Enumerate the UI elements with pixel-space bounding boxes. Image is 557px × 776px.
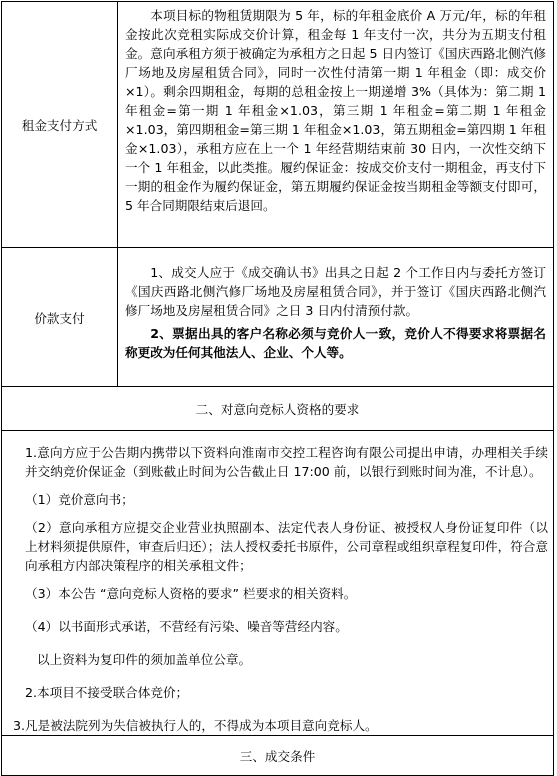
- section-3-title-row: [2, 736, 554, 776]
- section-2-content: [2, 431, 554, 736]
- price-payment-paragraph-2: 2、票据出具的客户名称必须与竞价人一致，竞价人不得要求将票据名称更改为任何其他法人、企业、个人等。: [125, 326, 546, 360]
- requirement-item-2: 2.本项目不接受联合体竞价；: [25, 685, 189, 700]
- requirement-item-1-2: （2）意向承租方应提交企业营业执照副本、法定代表人身份证、被授权人身份证复印件（以上材料须提供原件，审查后归还）；法人授权委托书原件，公司章程或组织章程复印件，符合意向承租方内部决策程序的相关承租文件；: [25, 520, 548, 573]
- price-payment-content: [118, 248, 554, 387]
- document-table: [1, 1, 554, 776]
- section-2-title-row: [2, 387, 554, 431]
- requirement-item-1-1: （1）竞价意向书；: [25, 492, 134, 507]
- rent-payment-label: 租金支付方式: [2, 2, 118, 248]
- price-payment-paragraph-1: 1、成交人应于《成交确认书》出具之日起 2 个工作日内与委托方签订《国庆西路北侧汽修厂场地及房屋租赁合同》，并于签订《国庆西路北侧汽修厂场地及房屋租赁合同》之日 3 日内付清预付款。: [125, 265, 546, 318]
- requirement-item-1-4: （4）以书面形式承诺，不营经有污染、噪音等营经内容。: [25, 619, 348, 634]
- rent-payment-paragraph: 本项目标的物租赁期限为 5 年，标的年租金底价 A 万元/年，标的年租金按此次竞租实际成交价计算，租金每 1 年支付一次，共分为五期支付租金。意向承租方须于被确定为承租方之日起 5 日内签订《国庆西路北侧汽修厂场地及房屋租赁合同》，同时一次性付清第一期 1 年租金（即：成交价×1）。剩余四期租金，每期的总租金按上一期递增 3%（具体为：第二期 1 年租金=第一期 1 年租金×1.03，第三期 1 年租金=第二期 1 年租金×1.03，第四期租金=第三期 1 年租金×1.03，第五期租金=第四期 1 年租金×1.03），承租方应在上一个 1 年经营期结束前 30 日内，一次性交纳下一个 1 年租金，以此类推。履约保证金：按成交价支付一期租金，再支付下一期的租金作为履约保证金，第五期履约保证金按当期租金等额支付即可，5 年合同期限结束后退回。: [125, 8, 546, 213]
- requirement-note: 以上资料为复印件的须加盖单位公章。: [37, 652, 252, 667]
- requirement-item-1-3: （3）本公告 “意向竞标人资格的要求” 栏要求的相关资料。: [25, 586, 357, 601]
- price-payment-label: 价款支付: [2, 248, 118, 387]
- requirement-item-3: 3.凡是被法院列为失信被执行人的，不得成为本项目意向竞标人。: [13, 718, 378, 733]
- section-2-content-row: [2, 431, 554, 736]
- section-2-title: 二、对意向竞标人资格的要求: [2, 387, 554, 431]
- section-3-title: 三、成交条件: [2, 736, 554, 776]
- rent-payment-row: [2, 2, 554, 248]
- requirement-item-1: 1.意向方应于公告期内携带以下资料向淮南市交控工程咨询有限公司提出申请，办理相关手续并交纳竞价保证金（到账截止时间为公告截止日 17:00 前，以银行到账时间为准，不计息）。: [25, 445, 548, 479]
- price-payment-row: [2, 248, 554, 387]
- rent-payment-content: [118, 2, 554, 248]
